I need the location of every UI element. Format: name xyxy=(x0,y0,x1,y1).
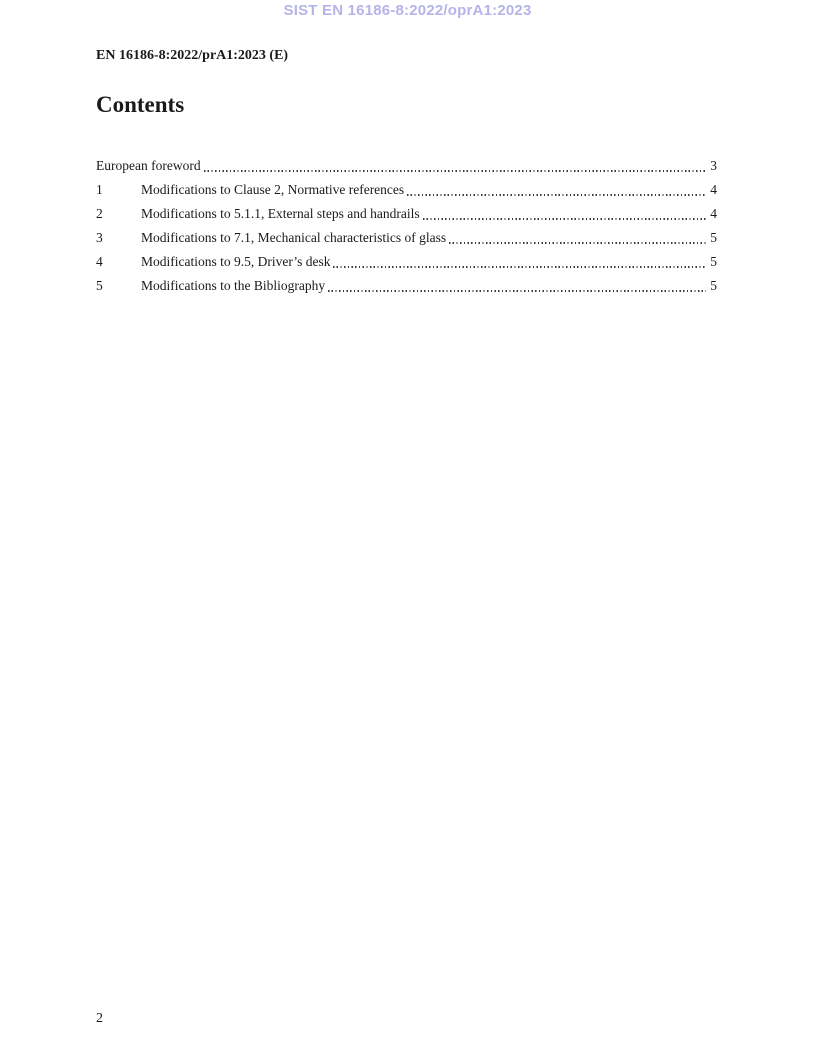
page-number: 2 xyxy=(96,1011,103,1026)
document-reference-header: EN 16186-8:2022/prA1:2023 (E) xyxy=(96,48,289,63)
toc-entry-clause-3 xyxy=(96,226,717,250)
toc-entry-european-foreword xyxy=(96,154,717,178)
dot-leader xyxy=(204,170,707,172)
dot-leader xyxy=(423,218,707,220)
toc-entry-number: 2 xyxy=(96,206,103,221)
toc-entry-number: 5 xyxy=(96,278,103,293)
toc-entry-page: 4 xyxy=(710,182,717,197)
toc-entry-title: Modifications to Clause 2, Normative references xyxy=(141,182,405,197)
contents-heading: Contents xyxy=(96,92,185,117)
toc-entry-title: European foreword xyxy=(96,158,201,173)
toc-entry-page: 5 xyxy=(710,278,717,293)
toc-entry-clause-1 xyxy=(96,178,717,202)
toc-entry-title: Modifications to the Bibliography xyxy=(141,278,326,293)
toc-entry-clause-2 xyxy=(96,202,717,226)
toc-entry-page: 3 xyxy=(710,158,717,173)
toc-entry-number: 3 xyxy=(96,230,103,245)
toc-entry-page: 5 xyxy=(710,254,717,269)
watermark-standard-id: SIST EN 16186-8:2022/oprA1:2023 xyxy=(283,2,532,19)
dot-leader xyxy=(333,266,706,268)
toc-entry-title: Modifications to 9.5, Driver’s desk xyxy=(141,254,331,269)
dot-leader xyxy=(328,290,706,292)
toc-entry-title: Modifications to 5.1.1, External steps and handrails xyxy=(141,206,420,221)
toc-entry-number: 4 xyxy=(96,254,103,269)
dot-leader xyxy=(407,194,706,196)
dot-leader xyxy=(449,242,706,244)
toc-entry-clause-4 xyxy=(96,250,717,274)
toc-entry-clause-5 xyxy=(96,274,717,298)
toc-entry-page: 4 xyxy=(710,206,717,221)
toc-entry-page: 5 xyxy=(710,230,717,245)
toc-entry-number: 1 xyxy=(96,182,103,197)
toc-entry-title: Modifications to 7.1, Mechanical characteristics of glass xyxy=(141,230,447,245)
table-of-contents xyxy=(96,154,717,298)
